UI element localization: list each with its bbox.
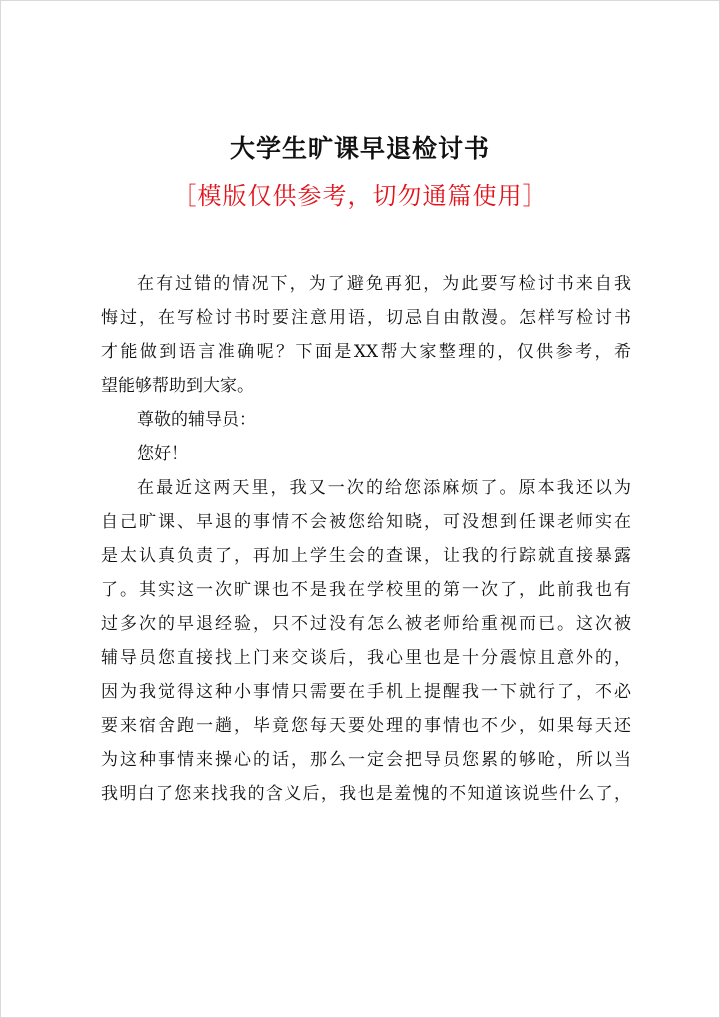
paragraph-intro — [101, 267, 631, 403]
text-line: 是太认真负责了，再加上学生会的查课，让我的行踪就直接暴露 — [101, 546, 631, 566]
text-line: 在最近这两天里，我又一次的给您添麻烦了。原本我还以为 — [137, 478, 631, 498]
text-line: 悔过，在写检讨书时要注意用语，切忌自由散漫。怎样写检讨书 — [101, 308, 631, 328]
text-line: 过多次的早退经验，只不过没有怎么被老师给重视而已。这次被 — [101, 614, 631, 634]
text-line: 在有过错的情况下，为了避免再犯，为此要写检讨书来自我 — [137, 274, 631, 294]
text-line: 辅导员您直接找上门来交谈后，我心里也是十分震惊且意外的， — [101, 648, 631, 668]
document-title: 大学生旷课早退检讨书 — [229, 134, 490, 163]
text-line: 因为我觉得这种小事情只需要在手机上提醒我一下就行了，不必 — [101, 682, 631, 702]
text-line: 自己旷课、早退的事情不会被您给知晓，可没想到任课老师实在 — [101, 512, 631, 532]
text-line: 尊敬的辅导员： — [137, 410, 256, 430]
text-line: 了。其实这一次旷课也不是我在学校里的第一次了，此前我也有 — [101, 580, 631, 600]
text-line: 为这种事情来操心的话，那么一定会把导员您累的够呛，所以当 — [101, 750, 631, 770]
text-line: 才能做到语言准确呢？下面是XX帮大家整理的，仅供参考，希 — [101, 342, 631, 362]
text-line: 要来宿舍跑一趟，毕竟您每天要处理的事情也不少，如果每天还 — [101, 716, 631, 736]
paragraph-salutation — [101, 403, 631, 437]
text-line: 望能够帮助到大家。 — [101, 376, 254, 396]
document-body — [101, 267, 631, 811]
paragraph-main — [101, 471, 631, 811]
text-line: 我明白了您来找我的含义后，我也是羞愧的不知道该说些什么了， — [101, 784, 631, 804]
paragraph-greeting — [101, 437, 631, 471]
text-line: 您好！ — [137, 444, 188, 464]
template-notice: ［模版仅供参考，切勿通篇使用］ — [172, 182, 548, 210]
